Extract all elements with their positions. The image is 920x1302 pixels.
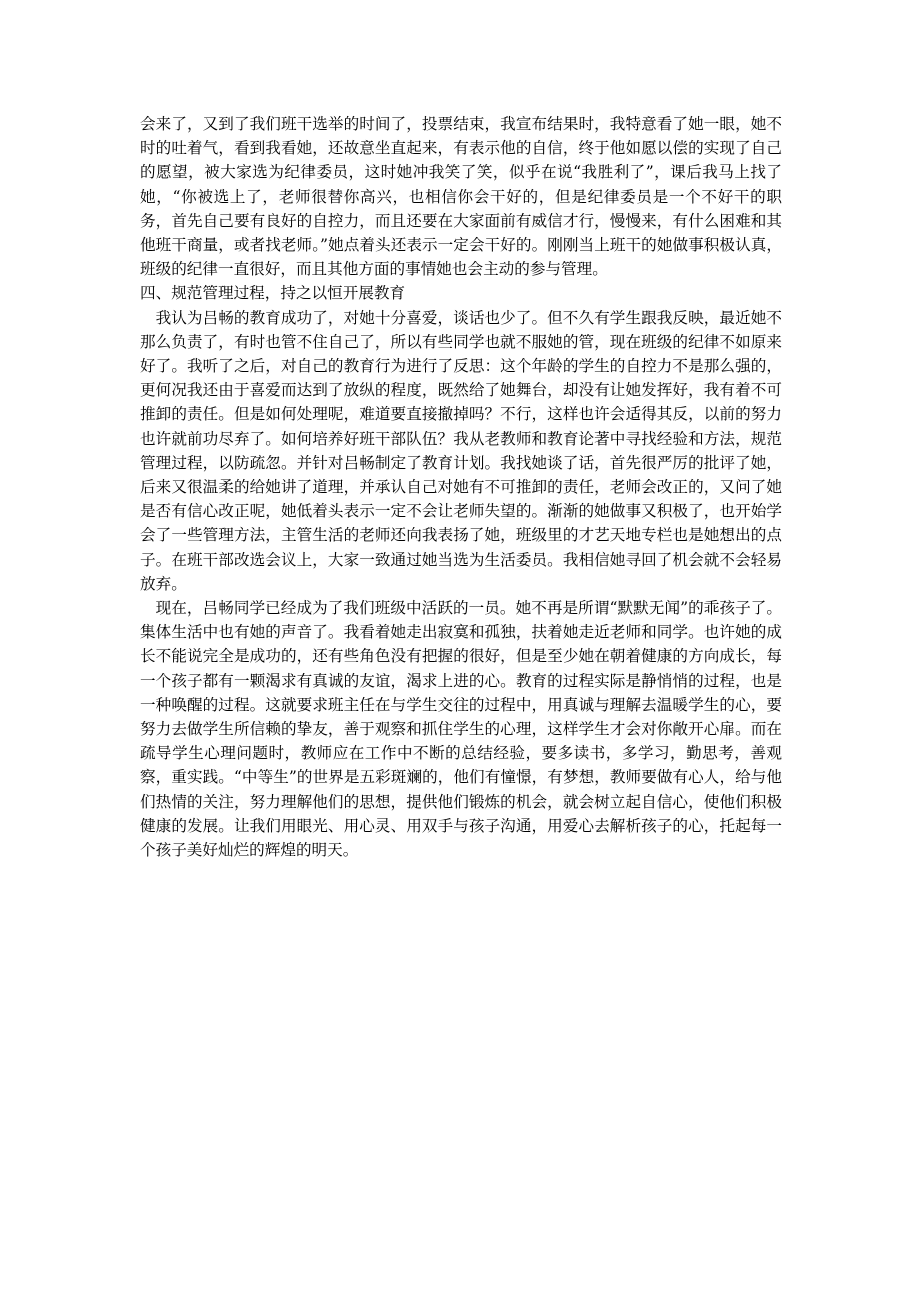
body-paragraph-2: 我认为吕畅的教育成功了，对她十分喜爱，谈话也少了。但不久有学生跟我反映，最近她不那么负责了，有时也管不住自己了，所以有些同学也就不服她的管，现在班级的纪律不如原来好了。我听了之后，对自己的教育行为进行了反思：这个年龄的学生的自控力不是那么强的，更何况我还由于喜爱而达到了放纵的程度，既然给了她舞台，却没有让她发挥好，我有着不可推卸的责任。但是如何处理呢，难道要直接撤掉吗？不行，这样也许会适得其反，以前的努力也许就前功尽弃了。如何培养好班干部队伍？我从老教师和教育论著中寻找经验和方法，规范管理过程，以防疏忽。并针对吕畅制定了教育计划。我找她谈了话，首先很严厉的批评了她，后来又很温柔的给她讲了道理，并承认自己对她有不可推卸的责任，老师会改正的，又问了她是否有信心改正呢，她低着头表示一定不会让老师失望的。渐渐的她做事又积极了，也开始学会了一些管理方法，主管生活的老师还向我表扬了她，班级里的才艺天地专栏也是她想出的点子。在班干部改选会议上，大家一致通过她当选为生活委员。我相信她寻回了机会就不会轻易放弃。 bbox=[140, 308, 782, 593]
body-paragraph-1: 会来了，又到了我们班干选举的时间了，投票结束，我宣布结果时，我特意看了她一眼，她不时的吐着气，看到我看她，还故意坐直起来，有表示他的自信，终于他如愿以偿的实现了自己的愿望，被大家选为纪律委员，这时她冲我笑了笑，似乎在说“我胜利了”，课后我马上找了她，“你被选上了，老师很替你高兴，也相信你会干好的，但是纪律委员是一个不好干的职务，首先自己要有良好的自控力，而且还要在大家面前有威信才行，慢慢来，有什么困难和其他班干商量，或者找老师。”她点着头还表示一定会干好的。刚刚当上班干的她做事积极认真，班级的纪律一直很好，而且其他方面的事情她也会主动的参与管理。 bbox=[140, 115, 782, 279]
document-page bbox=[140, 112, 782, 862]
body-paragraph-3: 现在，吕畅同学已经成为了我们班级中活跃的一员。她不再是所谓“默默无闻”的乖孩子了。集体生活中也有她的声音了。我看着她走出寂寞和孤独，扶着她走近老师和同学。也许她的成长不能说完全是成功的，还有些角色没有把握的很好，但是至少她在朝着健康的方向成长，每一个孩子都有一颗渴求有真诚的友谊，渴求上进的心。教育的过程实际是静悄悄的过程，也是一种唤醒的过程。这就要求班主任在与学生交往的过程中，用真诚与理解去温暖学生的心，要努力去做学生所信赖的挚友，善于观察和抓住学生的心理，这样学生才会对你敞开心扉。而在疏导学生心理问题时，教师应在工作中不断的总结经验，要多读书，多学习，勤思考，善观察，重实践。“中等生”的世界是五彩斑斓的，他们有憧憬，有梦想，教师要做有心人，给与他们热情的关注，努力理解他们的思想，提供他们锻炼的机会，就会树立起自信心，使他们积极健康的发展。让我们用眼光、用心灵、用双手与孩子沟通，用爱心去解析孩子的心，托起每一个孩子美好灿烂的辉煌的明天。 bbox=[140, 599, 782, 860]
section-heading-4: 四、规范管理过程，持之以恒开展教育 bbox=[140, 284, 406, 303]
